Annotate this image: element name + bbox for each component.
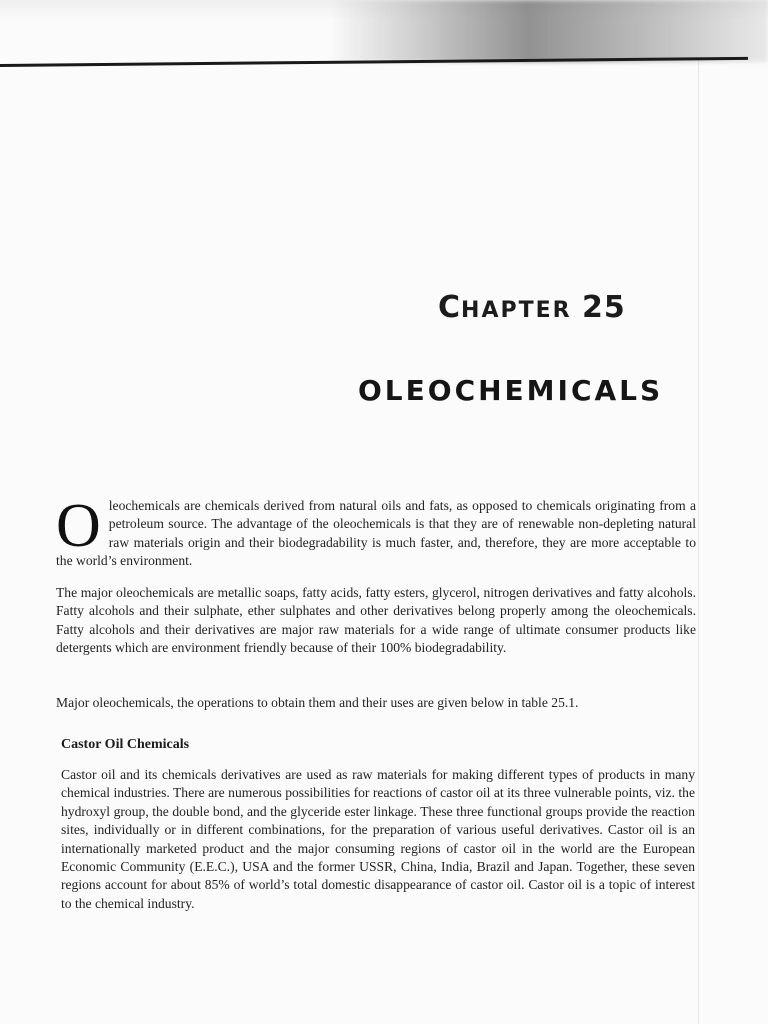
chapter-number: 25 xyxy=(581,290,626,325)
intro-paragraph xyxy=(56,492,696,571)
chapter-label-initial: C xyxy=(438,290,462,325)
paragraph-castor-oil: Castor oil and its chemicals derivatives are used as raw materials for making different types of products in many chemical industries. There are numerous possibilities for reactions of castor oil at its three vulnerable points, viz. the hydroxyl group, the double bond, and the glyceride ester linkage. These three functional groups provide the reaction sites, individually or in different combinations, for the preparation of various useful derivatives. Castor oil is an internationally marketed product and the major consuming regions of castor oil in the world are the European Economic Community (E.E.C.), USA and the former USSR, China, India, Brazil and Japan. Together, these seven regions account for about 85% of world’s total domestic disappearance of castor oil. Castor oil is a topic of interest to the chemical industry. xyxy=(61,767,695,911)
drop-cap: O xyxy=(56,492,101,560)
page-edge xyxy=(698,60,699,1024)
scan-shadow-band xyxy=(330,0,768,62)
chapter-label-rest: HAPTER xyxy=(461,298,572,323)
chapter-label xyxy=(438,290,626,325)
paragraph-oleochemicals: The major oleochemicals are metallic soaps, fatty acids, fatty esters, glycerol, nitrogen derivatives and fatty alcohols. Fatty alcohols and their sulphate, ether sulphates and other derivatives belong properly among the oleochemicals. Fatty alcohols and their derivatives are major raw materials for a wide range of ultimate consumer products like detergents which are environment friendly because of their 100% biodegradability. xyxy=(56,585,696,656)
paragraph-table-reference: Major oleochemicals, the operations to obtain them and their uses are given below in table 25.1. xyxy=(56,695,579,710)
intro-text: leochemicals are chemicals derived from natural oils and fats, as opposed to chemicals originating from a petroleum source. The advantage of the oleochemicals is that they are of renewable non-depleting natural raw materials origin and their biodegradability is much faster, and, therefore, they are more acceptable to the world’s environment. xyxy=(56,498,696,569)
section-heading: Castor Oil Chemicals xyxy=(61,737,190,752)
chapter-title: OLEOCHEMICALS xyxy=(358,374,664,407)
